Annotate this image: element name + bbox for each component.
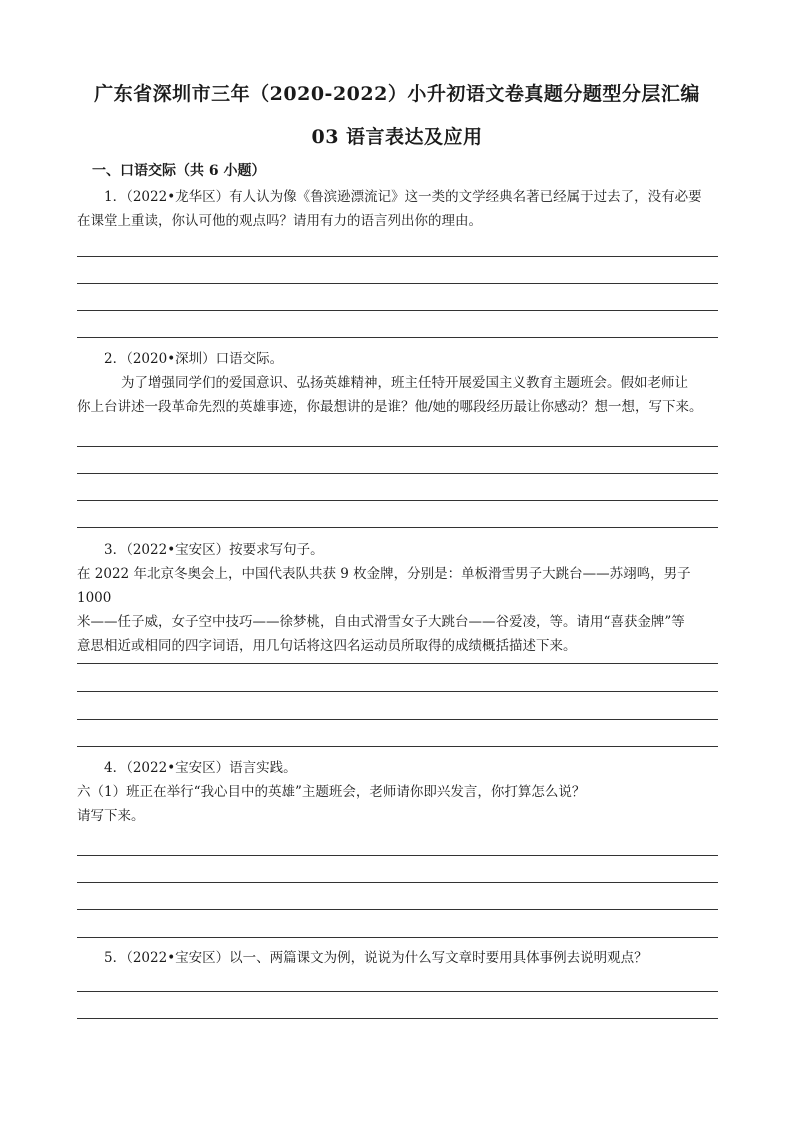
answer-line[interactable] xyxy=(77,527,718,528)
question-1-stem: 1．（2022•龙华区）有人认为像《鲁滨逊漂流记》这一类的文学经典名著已经属于过去了，没有必要 xyxy=(104,189,702,205)
question-1-text: 在课堂上重读，你认可他的观点吗？请用有力的语言列出你的理由。 xyxy=(77,213,482,229)
question-3-text-line1: 在 2022 年北京冬奥会上，中国代表队共获 9 枚金牌，分别是：单板滑雪男子大跳台——苏翊鸣，男子 1000 xyxy=(77,566,691,606)
question-5 xyxy=(77,946,717,970)
answer-line[interactable] xyxy=(77,855,718,856)
answer-line[interactable] xyxy=(77,256,718,257)
question-2 xyxy=(77,347,717,419)
answer-line[interactable] xyxy=(77,500,718,501)
answer-line[interactable] xyxy=(77,1018,718,1019)
section-heading: 一、口语交际（共 6 小题） xyxy=(92,163,266,179)
question-4-text-line2: 请写下来。 xyxy=(77,808,145,824)
question-2-text-line2: 你上台讲述一段革命先烈的英雄事迹，你最想讲的是谁？他/她的哪段经历最让你感动？想一想，写下来。 xyxy=(77,399,703,415)
answer-line[interactable] xyxy=(77,882,718,883)
question-3-text-line2: 米——任子威，女子空中技巧——徐梦桃，自由式滑雪女子大跳台——谷爱凌，等。请用“喜获金牌”等 xyxy=(77,614,685,630)
answer-line[interactable] xyxy=(77,473,718,474)
answer-line[interactable] xyxy=(77,663,718,664)
answer-line[interactable] xyxy=(77,991,718,992)
answer-line[interactable] xyxy=(77,446,718,447)
document-subtitle: 03 语言表达及应用 xyxy=(311,126,483,148)
question-2-text-line1: 为了增强同学们的爱国意识、弘扬英雄精神，班主任特开展爱国主义教育主题班会。假如老师让 xyxy=(121,375,688,391)
question-5-stem: 5．（2022•宝安区）以一、两篇课文为例，说说为什么写文章时要用具体事例去说明观点？ xyxy=(104,950,648,966)
question-4 xyxy=(77,756,717,828)
answer-line[interactable] xyxy=(77,746,718,747)
answer-line[interactable] xyxy=(77,691,718,692)
answer-line[interactable] xyxy=(77,937,718,938)
document-title: 广东省深圳市三年（2020-2022）小升初语文卷真题分题型分层汇编 xyxy=(94,83,700,105)
question-3-stem: 3．（2022•宝安区）按要求写句子。 xyxy=(104,542,324,558)
question-1 xyxy=(77,185,717,233)
question-3 xyxy=(77,538,717,658)
answer-line[interactable] xyxy=(77,283,718,284)
question-3-text-line3: 意思相近或相同的四字词语，用几句话将这四名运动员所取得的成绩概括描述下来。 xyxy=(77,638,577,654)
answer-line[interactable] xyxy=(77,719,718,720)
answer-line[interactable] xyxy=(77,909,718,910)
question-4-stem: 4．（2022•宝安区）语言实践。 xyxy=(104,760,297,776)
answer-line[interactable] xyxy=(77,337,718,338)
answer-line[interactable] xyxy=(77,310,718,311)
question-4-text-line1: 六（1）班正在举行“我心目中的英雄”主题班会，老师请你即兴发言，你打算怎么说？ xyxy=(77,784,586,800)
question-2-stem: 2．（2020•深圳）口语交际。 xyxy=(104,351,284,367)
